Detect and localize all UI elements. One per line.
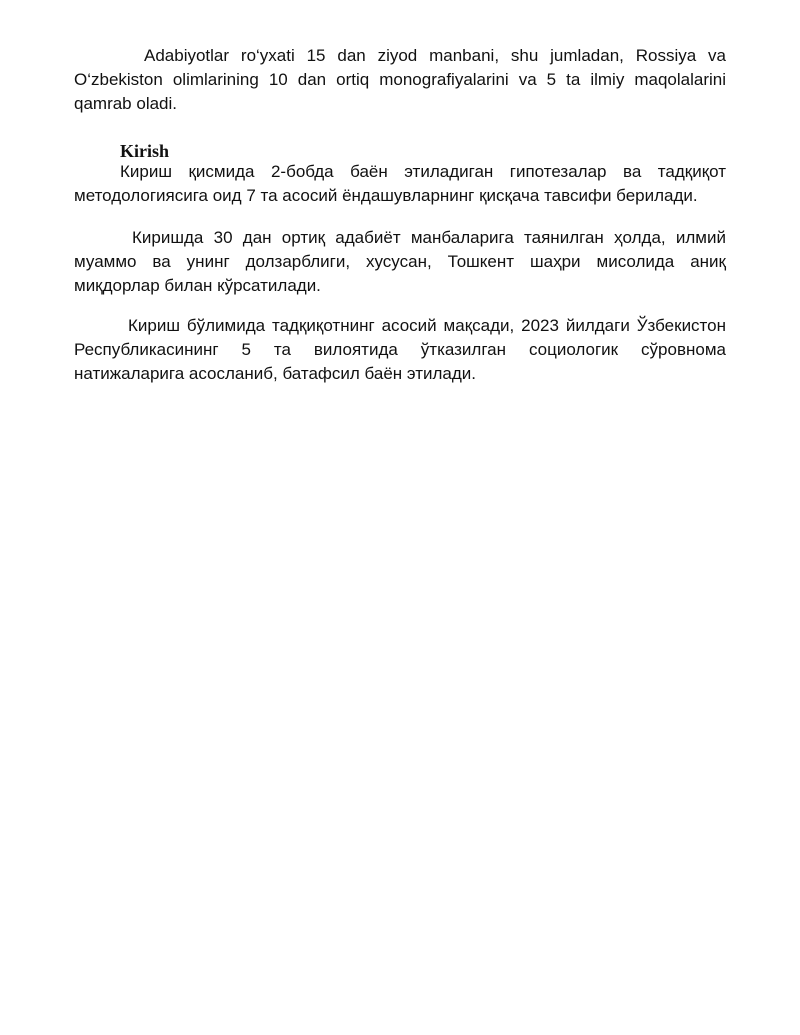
bibliography-paragraph: Adabiyotlar ro‘yxati 15 dan ziyod manbani, shu jumladan, Rossiya va O‘zbekiston olimlarining 10 dan ortiq monografiyalarini va 5 ta ilmiy maqolalarini qamrab oladi.	[74, 46, 726, 113]
section-heading: Kirish	[120, 141, 170, 161]
intro-paragraph-3: Кириш бўлимида тадқиқотнинг асосий мақсади, 2023 йилдаги Ўзбекистон Республикасининг 5 та вилоятида ўтказилган социологик сўровнома натижаларига асосланиб, батафсил баён этилади.	[74, 316, 726, 383]
intro-paragraph-1: Кириш қисмида 2-бобда баён этиладиган гипотезалар ва тадқиқот методологиясига оид 7 та асосий ёндашувларнинг қисқача тавсифи берилади.	[74, 162, 726, 205]
intro-paragraph-2: Киришда 30 дан ортиқ адабиёт манбаларига таянилган ҳолда, илмий муаммо ва унинг долзарблиги, хусусан, Тошкент шаҳри мисолида аниқ миқдорлар билан кўрсатилади.	[74, 228, 726, 295]
